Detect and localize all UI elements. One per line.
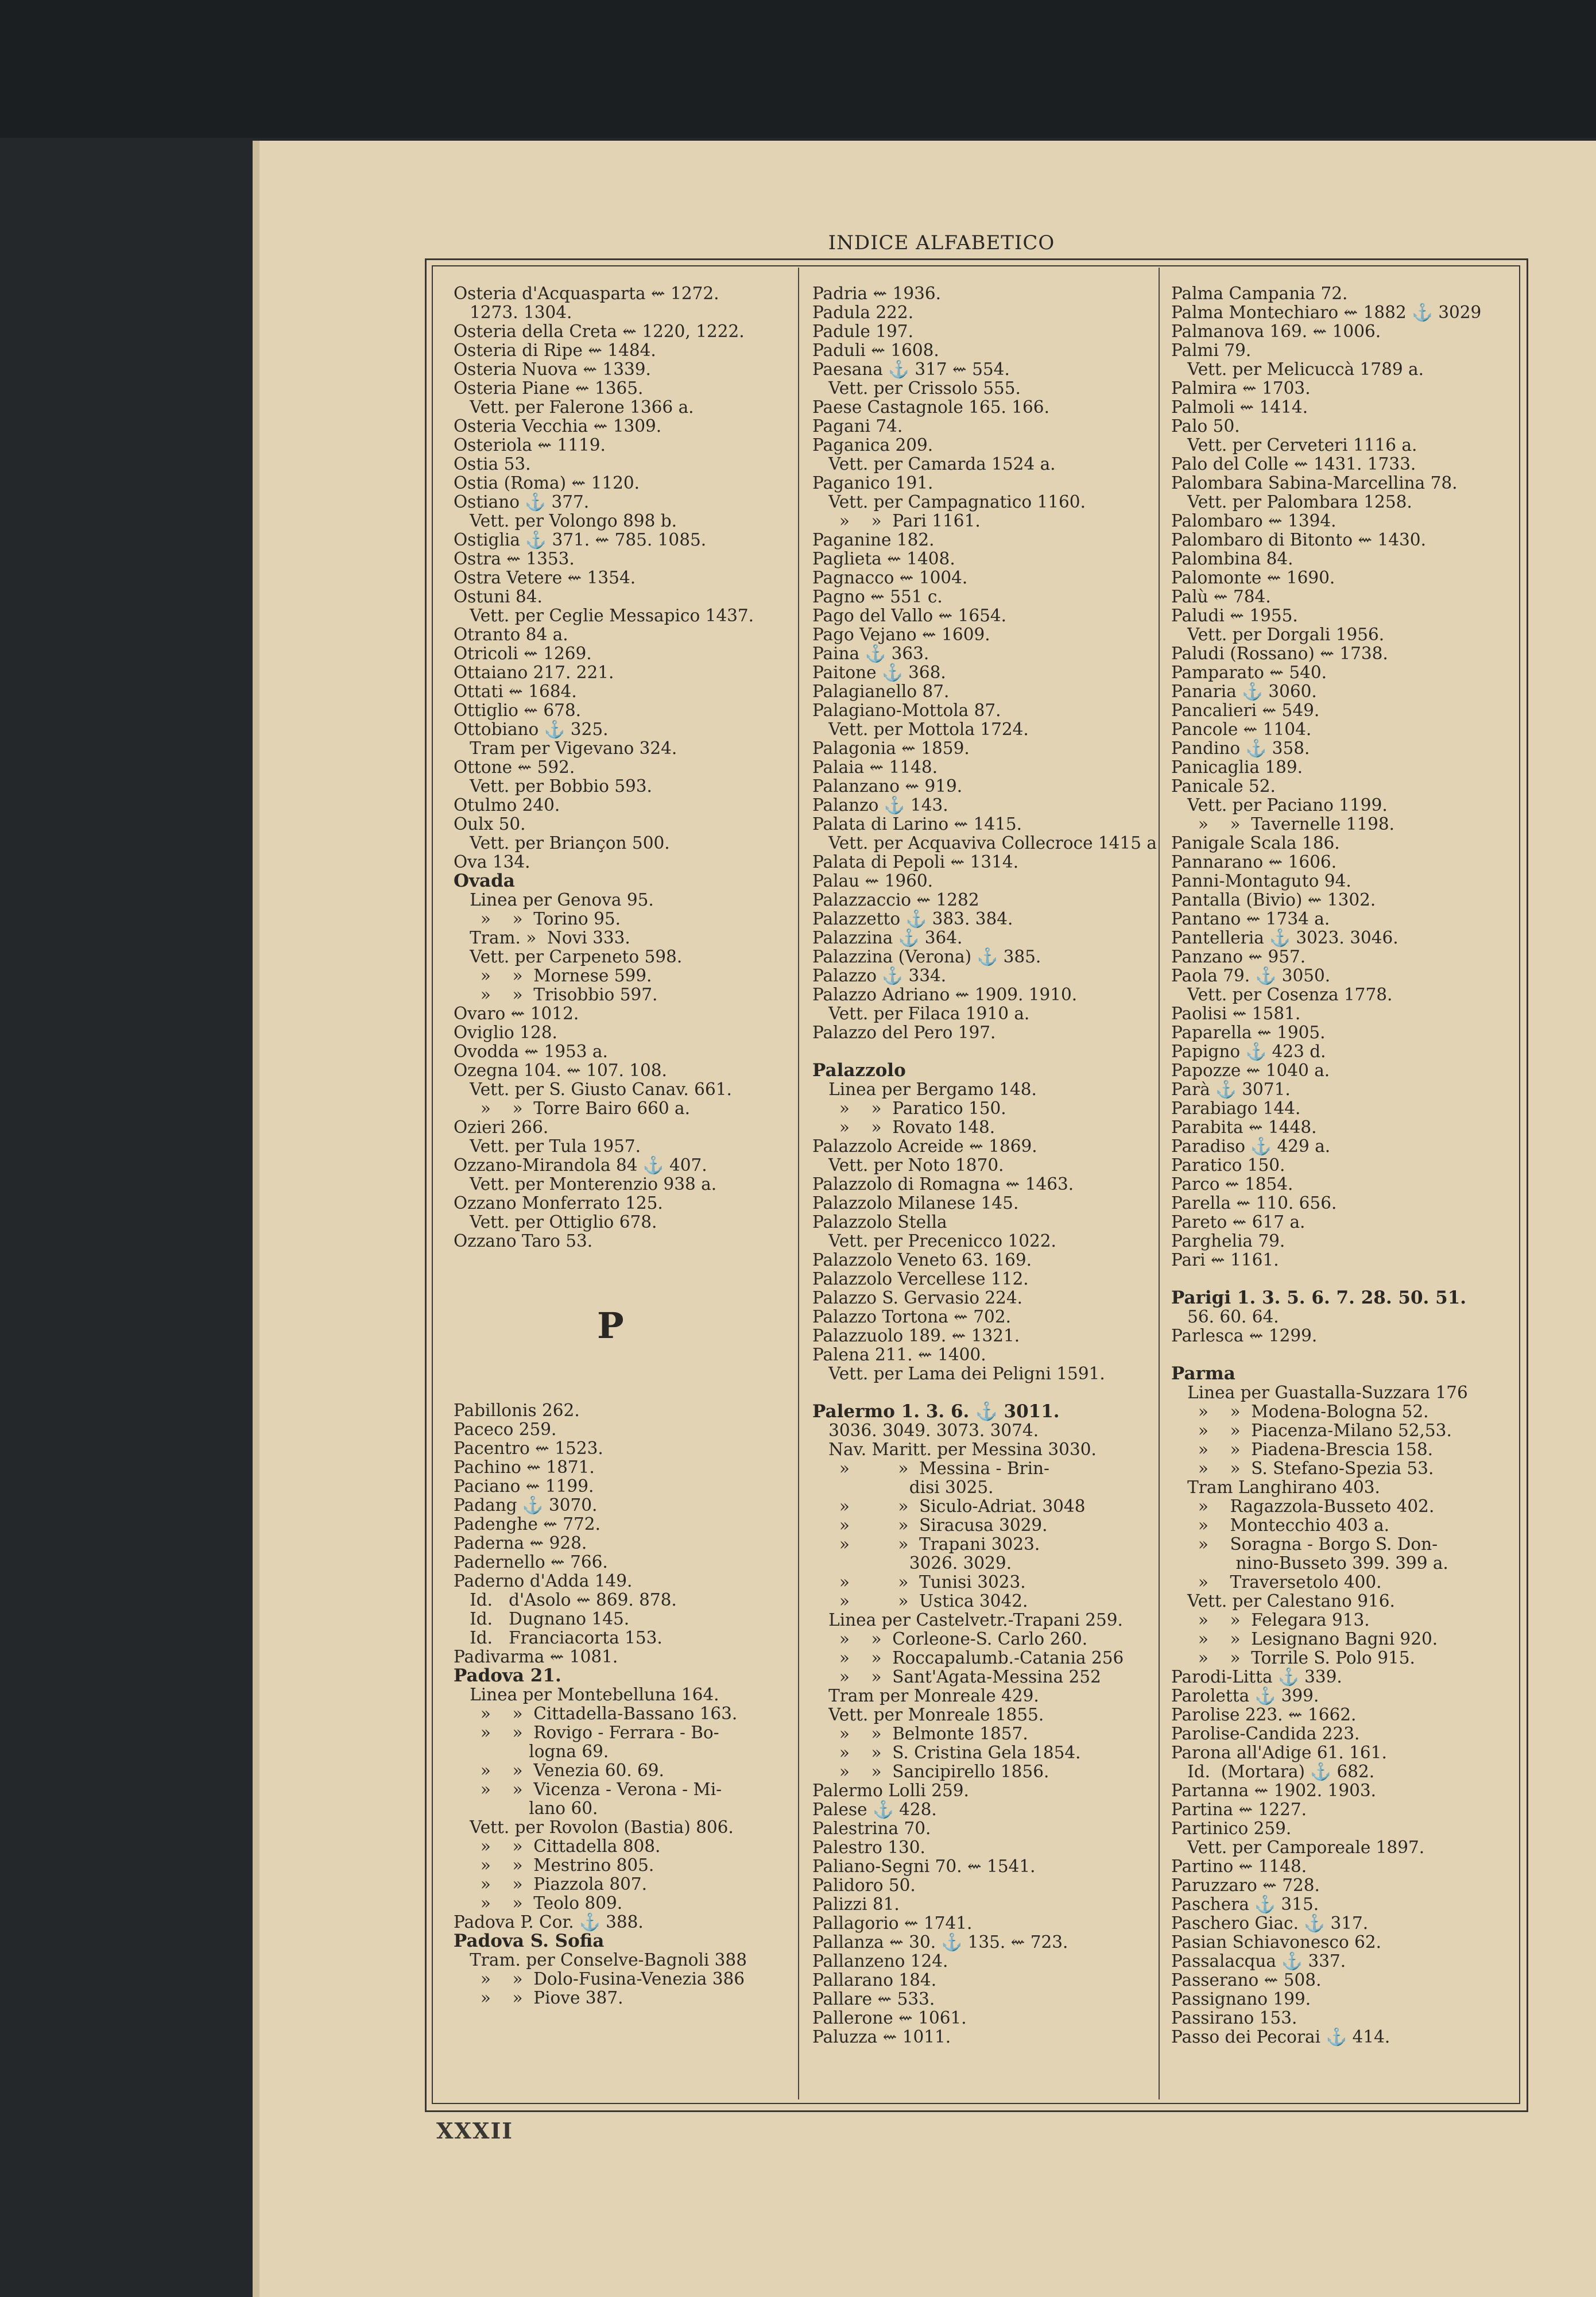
index-entry: » » Corleone-S. Carlo 260. xyxy=(812,1629,1088,1649)
index-entry: Palma Campania 72. xyxy=(1171,284,1348,303)
index-entry: Pallanzeno 124. xyxy=(812,1951,948,1971)
index-entry: » » Siracusa 3029. xyxy=(812,1515,1048,1535)
index-entry: Panicaglia 189. xyxy=(1171,757,1303,777)
index-entry: Parolise-Candida 223. xyxy=(1171,1724,1360,1743)
index-entry: Linea per Castelvetr.-Trapani 259. xyxy=(812,1610,1123,1630)
section-letter: P xyxy=(597,1305,624,1347)
index-entry: Pacentro ⇜ 1523. xyxy=(454,1438,603,1458)
index-entry: Vett. per Palombara 1258. xyxy=(1171,492,1412,512)
index-entry: Palestrina 70. xyxy=(812,1819,931,1838)
index-entry: Passo dei Pecorai ⚓ 414. xyxy=(1171,2027,1390,2047)
index-entry: Paola 79. ⚓ 3050. xyxy=(1171,966,1331,985)
index-entry: Vett. per Dorgali 1956. xyxy=(1171,625,1385,644)
index-entry: Palmira ⇜ 1703. xyxy=(1171,378,1311,398)
index-entry: Ottone ⇜ 592. xyxy=(454,757,575,777)
index-entry: » » Tavernelle 1198. xyxy=(1171,814,1395,834)
index-entry: Palata di Pepoli ⇜ 1314. xyxy=(812,852,1019,872)
index-entry: Padule 197. xyxy=(812,322,913,341)
index-entry: » » Felegara 913. xyxy=(1171,1610,1370,1630)
index-entry: Padula 222. xyxy=(812,303,914,322)
index-entry: Vett. per Bobbio 593. xyxy=(454,776,652,796)
index-entry: » » Paratico 150. xyxy=(812,1099,1006,1118)
index-entry: Oviglio 128. xyxy=(454,1023,557,1042)
index-entry: Vett. per Carpeneto 598. xyxy=(454,947,683,966)
index-heading: Parma xyxy=(1171,1363,1235,1384)
index-entry: Parabita ⇜ 1448. xyxy=(1171,1117,1317,1137)
index-entry: Pantalla (Bivio) ⇜ 1302. xyxy=(1171,890,1376,910)
index-entry: Ozieri 266. xyxy=(454,1117,549,1137)
index-entry: Partina ⇜ 1227. xyxy=(1171,1800,1307,1819)
index-entry: Partino ⇜ 1148. xyxy=(1171,1857,1307,1876)
index-entry: Tram Langhirano 403. xyxy=(1171,1478,1380,1497)
index-entry: » » Belmonte 1857. xyxy=(812,1724,1028,1743)
column-divider-1 xyxy=(798,268,799,2099)
index-entry: Palomonte ⇜ 1690. xyxy=(1171,568,1335,587)
index-entry: Linea per Bergamo 148. xyxy=(812,1080,1037,1099)
index-entry: Osteria della Creta ⇜ 1220, 1222. xyxy=(454,322,745,341)
index-entry: Parodi-Litta ⚓ 339. xyxy=(1171,1667,1342,1687)
index-entry: » » Mestrino 805. xyxy=(454,1855,654,1875)
index-entry: Vett. per Falerone 1366 a. xyxy=(454,397,694,417)
index-entry: » » Teolo 809. xyxy=(454,1893,623,1913)
index-entry: Linea per Genova 95. xyxy=(454,890,654,910)
index-entry: Pago Vejano ⇜ 1609. xyxy=(812,625,990,644)
index-entry: Palanzo ⚓ 143. xyxy=(812,795,948,815)
index-entry: Palermo Lolli 259. xyxy=(812,1781,969,1800)
index-entry: Vett. per Calestano 916. xyxy=(1171,1591,1395,1611)
index-entry: Vett. per Rovolon (Bastia) 806. xyxy=(454,1818,734,1837)
index-entry: » » Siculo-Adriat. 3048 xyxy=(812,1496,1086,1516)
index-entry: Palmanova 169. ⇜ 1006. xyxy=(1171,322,1381,341)
index-entry: Ozzano-Mirandola 84 ⚓ 407. xyxy=(454,1155,707,1175)
index-entry: nino-Busseto 399. 399 a. xyxy=(1171,1553,1448,1573)
index-heading: Ovada xyxy=(454,871,515,891)
index-entry: Palo 50. xyxy=(1171,416,1240,436)
index-entry: Vett. per Precenicco 1022. xyxy=(812,1231,1056,1251)
index-entry: Palombara Sabina-Marcellina 78. xyxy=(1171,473,1458,493)
index-entry xyxy=(454,1270,792,1289)
index-entry: Pagani 74. xyxy=(812,416,903,436)
index-entry: Paschero Giac. ⚓ 317. xyxy=(1171,1913,1369,1933)
index-entry: Palazzolo Acreide ⇜ 1869. xyxy=(812,1136,1037,1156)
index-entry: Paparella ⇜ 1905. xyxy=(1171,1023,1326,1042)
index-entry: Vett. per Filaca 1910 a. xyxy=(812,1004,1030,1023)
index-entry: Paliano-Segni 70. ⇜ 1541. xyxy=(812,1857,1036,1876)
index-entry: Vett. per Ceglie Messapico 1437. xyxy=(454,606,754,625)
index-entry: Palazzo Tortona ⇜ 702. xyxy=(812,1307,1011,1327)
index-entry: Palombina 84. xyxy=(1171,549,1293,569)
index-entry xyxy=(454,1363,792,1382)
index-entry: Vett. per Volongo 898 b. xyxy=(454,511,677,531)
column-divider-2 xyxy=(1159,268,1160,2099)
index-entry: Ovaro ⇜ 1012. xyxy=(454,1004,579,1023)
index-entry: Palazzolo Veneto 63. 169. xyxy=(812,1250,1032,1270)
index-entry: Palazzetto ⚓ 383. 384. xyxy=(812,909,1013,929)
index-entry: Vett. per Camarda 1524 a. xyxy=(812,454,1056,474)
index-entry: Ova 134. xyxy=(454,852,530,872)
index-entry: Pasian Schiavonesco 62. xyxy=(1171,1932,1381,1952)
index-entry: Passerano ⇜ 508. xyxy=(1171,1970,1322,1990)
index-entry: Padria ⇜ 1936. xyxy=(812,284,942,303)
index-entry: Partinico 259. xyxy=(1171,1819,1292,1838)
index-entry: » » Torrile S. Polo 915. xyxy=(1171,1648,1415,1668)
index-heading: Padova 21. xyxy=(454,1665,561,1686)
index-entry: Ozzano Monferrato 125. xyxy=(454,1193,663,1213)
index-entry: Osteria d'Acquasparta ⇜ 1272. xyxy=(454,284,719,303)
index-entry: Passalacqua ⚓ 337. xyxy=(1171,1951,1346,1971)
index-entry: Panni-Montaguto 94. xyxy=(1171,871,1351,891)
index-entry: » » Tunisi 3023. xyxy=(812,1572,1026,1592)
index-entry: Paglieta ⇜ 1408. xyxy=(812,549,955,569)
index-entry: Palombaro di Bitonto ⇜ 1430. xyxy=(1171,530,1426,550)
index-entry: Pallare ⇜ 533. xyxy=(812,1989,935,2009)
index-entry: Ostuni 84. xyxy=(454,587,543,606)
index-entry: Vett. per Monterenzio 938 a. xyxy=(454,1174,717,1194)
index-entry: » » Messina - Brin- xyxy=(812,1459,1049,1478)
index-entry: Paratico 150. xyxy=(1171,1155,1285,1175)
index-entry: Osteriola ⇜ 1119. xyxy=(454,435,606,455)
index-entry: Palombaro ⇜ 1394. xyxy=(1171,511,1337,531)
index-entry: Palata di Larino ⇜ 1415. xyxy=(812,814,1022,834)
index-entry: Paluzza ⇜ 1011. xyxy=(812,2027,951,2047)
index-entry: Pamparato ⇜ 540. xyxy=(1171,663,1327,682)
index-entry: » » Ustica 3042. xyxy=(812,1591,1028,1611)
index-entry: Nav. Maritt. per Messina 3030. xyxy=(812,1440,1097,1459)
index-entry: Vett. per Mottola 1724. xyxy=(812,720,1029,739)
index-entry: Parco ⇜ 1854. xyxy=(1171,1174,1293,1194)
index-entry: Osteria Vecchia ⇜ 1309. xyxy=(454,416,662,436)
index-entry: Vett. per Crissolo 555. xyxy=(812,378,1021,398)
index-entry: Pachino ⇜ 1871. xyxy=(454,1457,595,1477)
index-entry: Otulmo 240. xyxy=(454,795,560,815)
index-entry: Palazzolo Vercellese 112. xyxy=(812,1269,1029,1289)
index-entry: » » Dolo-Fusina-Venezia 386 xyxy=(454,1969,745,1989)
index-entry: Oulx 50. xyxy=(454,814,526,834)
index-entry: Padova P. Cor. ⚓ 388. xyxy=(454,1912,644,1932)
index-entry: Paciano ⇜ 1199. xyxy=(454,1476,594,1496)
index-entry: Palazzina (Verona) ⚓ 385. xyxy=(812,947,1041,966)
index-entry: Linea per Montebelluna 164. xyxy=(454,1685,719,1704)
index-entry: Pantano ⇜ 1734 a. xyxy=(1171,909,1330,929)
index-entry: Paese Castagnole 165. 166. xyxy=(812,397,1049,417)
index-entry: Panaria ⚓ 3060. xyxy=(1171,682,1317,701)
index-column-2 xyxy=(812,284,1157,2047)
index-entry: 3036. 3049. 3073. 3074. xyxy=(812,1421,1039,1440)
index-entry: Paroletta ⚓ 399. xyxy=(1171,1686,1319,1706)
index-entry: Panzano ⇜ 957. xyxy=(1171,947,1306,966)
index-entry: Vett. per Lama dei Peligni 1591. xyxy=(812,1364,1105,1383)
index-entry: Paina ⚓ 363. xyxy=(812,644,929,663)
index-entry: Vett. per Cosenza 1778. xyxy=(1171,985,1393,1004)
index-entry: Palmi 79. xyxy=(1171,341,1252,360)
index-entry: Palizzi 81. xyxy=(812,1894,900,1914)
index-entry: Palazzo Adriano ⇜ 1909. 1910. xyxy=(812,985,1078,1004)
index-entry: logna 69. xyxy=(454,1742,609,1761)
index-entry: Palo del Colle ⇜ 1431. 1733. xyxy=(1171,454,1416,474)
index-entry: Pancole ⇜ 1104. xyxy=(1171,720,1312,739)
index-entry xyxy=(812,1042,1154,1061)
index-entry: Pandino ⚓ 358. xyxy=(1171,738,1310,758)
index-entry: Pago del Vallo ⇜ 1654. xyxy=(812,606,1007,625)
index-entry: Paolisi ⇜ 1581. xyxy=(1171,1004,1301,1023)
index-column-3 xyxy=(1171,284,1516,2047)
index-entry: Otranto 84 a. xyxy=(454,625,568,644)
index-entry: Vett. per Paciano 1199. xyxy=(1171,795,1388,815)
index-entry: » » Mornese 599. xyxy=(454,966,652,985)
index-entry: Paduli ⇜ 1608. xyxy=(812,341,939,360)
index-entry: » » Roccapalumb.-Catania 256 xyxy=(812,1648,1124,1668)
index-entry: Ostra ⇜ 1353. xyxy=(454,549,575,569)
index-entry: Otricoli ⇜ 1269. xyxy=(454,644,592,663)
index-entry: Palena 211. ⇜ 1400. xyxy=(812,1345,986,1364)
index-entry: Partanna ⇜ 1902. 1903. xyxy=(1171,1781,1376,1800)
index-entry: » » Sancipirello 1856. xyxy=(812,1762,1049,1781)
index-entry: Padivarma ⇜ 1081. xyxy=(454,1647,618,1666)
index-entry: Palazzina ⚓ 364. xyxy=(812,928,963,948)
index-entry: Ottaiano 217. 221. xyxy=(454,663,614,682)
index-entry: Palazzo S. Gervasio 224. xyxy=(812,1288,1023,1308)
index-entry: Pareto ⇜ 617 a. xyxy=(1171,1212,1306,1232)
index-entry: Ostiglia ⚓ 371. ⇜ 785. 1085. xyxy=(454,530,707,550)
index-entry: Id. Franciacorta 153. xyxy=(454,1628,663,1648)
index-entry: Vett. per Noto 1870. xyxy=(812,1155,1004,1175)
index-entry: » » S. Cristina Gela 1854. xyxy=(812,1743,1081,1762)
index-entry: » » Piove 387. xyxy=(454,1988,623,2008)
index-entry: Palanzano ⇜ 919. xyxy=(812,776,963,796)
index-entry: Palazzolo Stella xyxy=(812,1212,947,1232)
index-entry: Palazzo del Pero 197. xyxy=(812,1023,996,1042)
index-entry: » Ragazzola-Busseto 402. xyxy=(1171,1496,1435,1516)
index-entry xyxy=(454,1251,792,1270)
index-entry: Id. d'Asolo ⇜ 869. 878. xyxy=(454,1590,677,1610)
index-entry: Paradiso ⚓ 429 a. xyxy=(1171,1136,1331,1156)
index-entry: Ostia (Roma) ⇜ 1120. xyxy=(454,473,640,493)
index-entry: » » Pari 1161. xyxy=(812,511,981,531)
index-entry: » » Lesignano Bagni 920. xyxy=(1171,1629,1438,1649)
index-entry: » » Cittadella 808. xyxy=(454,1836,661,1856)
index-entry: Padenghe ⇜ 772. xyxy=(454,1514,601,1534)
index-entry: Pantelleria ⚓ 3023. 3046. xyxy=(1171,928,1399,948)
index-entry: Vett. per Ottiglio 678. xyxy=(454,1212,657,1232)
index-entry: Tram. » Novi 333. xyxy=(454,928,630,948)
index-entry: Panicale 52. xyxy=(1171,776,1276,796)
index-entry: » » Torre Bairo 660 a. xyxy=(454,1099,691,1118)
index-entry: Ozzano Taro 53. xyxy=(454,1231,593,1251)
index-entry: » » Piacenza-Milano 52,53. xyxy=(1171,1421,1452,1440)
index-entry: Parlesca ⇜ 1299. xyxy=(1171,1326,1318,1345)
index-entry: Id. (Mortara) ⚓ 682. xyxy=(1171,1762,1375,1781)
index-entry: Palagonia ⇜ 1859. xyxy=(812,738,970,758)
index-entry: Pari ⇜ 1161. xyxy=(1171,1250,1279,1270)
index-entry: Passirano 153. xyxy=(1171,2008,1297,2028)
index-heading: Parigi 1. 3. 5. 6. 7. 28. 50. 51. xyxy=(1171,1287,1467,1308)
index-entry: Palidoro 50. xyxy=(812,1876,916,1895)
index-heading: Palazzolo xyxy=(812,1060,906,1081)
index-entry: Pagno ⇜ 551 c. xyxy=(812,587,943,606)
index-entry: » » Torino 95. xyxy=(454,909,621,929)
index-entry: Vett. per Acquaviva Collecroce 1415 a xyxy=(812,833,1157,853)
index-entry: » » Sant'Agata-Messina 252 xyxy=(812,1667,1101,1687)
index-entry: Paschera ⚓ 315. xyxy=(1171,1894,1319,1914)
index-entry: Parabiago 144. xyxy=(1171,1099,1301,1118)
index-entry: Paesana ⚓ 317 ⇜ 554. xyxy=(812,359,1010,379)
index-entry: Pancalieri ⇜ 549. xyxy=(1171,701,1320,720)
index-entry: Passignano 199. xyxy=(1171,1989,1311,2009)
index-entry: 1273. 1304. xyxy=(454,303,572,322)
page-edge xyxy=(253,141,259,2297)
index-entry: Palagiano-Mottola 87. xyxy=(812,701,1001,720)
index-entry: Pabillonis 262. xyxy=(454,1401,580,1420)
index-entry: Vett. per Campagnatico 1160. xyxy=(812,492,1086,512)
index-entry: Palaia ⇜ 1148. xyxy=(812,757,938,777)
index-entry: Ottiglio ⇜ 678. xyxy=(454,701,581,720)
index-heading: Palermo 1. 3. 6. ⚓ 3011. xyxy=(812,1401,1060,1422)
index-entry: Osteria di Ripe ⇜ 1484. xyxy=(454,341,656,360)
index-entry: » » S. Stefano-Spezia 53. xyxy=(1171,1459,1434,1478)
index-entry: Vett. per S. Giusto Canav. 661. xyxy=(454,1080,732,1099)
index-entry: Ovodda ⇜ 1953 a. xyxy=(454,1042,608,1061)
dark-background xyxy=(0,0,1596,138)
index-entry: Panigale Scala 186. xyxy=(1171,833,1340,853)
index-entry: Linea per Guastalla-Suzzara 176 xyxy=(1171,1383,1468,1402)
index-entry: » » Piadena-Brescia 158. xyxy=(1171,1440,1433,1459)
index-entry: » » Piazzola 807. xyxy=(454,1874,648,1894)
index-entry: Tram per Monreale 429. xyxy=(812,1686,1039,1706)
index-entry: Vett. per Melicuccà 1789 a. xyxy=(1171,359,1424,379)
index-entry: » » Rovato 148. xyxy=(812,1117,995,1137)
index-entry: » Soragna - Borgo S. Don- xyxy=(1171,1534,1438,1554)
index-entry: Paruzzaro ⇜ 728. xyxy=(1171,1876,1320,1895)
index-entry: Paganico 191. xyxy=(812,473,933,493)
index-entry: » » Venezia 60. 69. xyxy=(454,1761,664,1780)
index-entry: » Traversetolo 400. xyxy=(1171,1572,1382,1592)
index-entry: disi 3025. xyxy=(812,1478,994,1497)
index-entry: Parella ⇜ 110. 656. xyxy=(1171,1193,1337,1213)
index-entry: Ottobiano ⚓ 325. xyxy=(454,720,609,739)
index-entry: Palù ⇜ 784. xyxy=(1171,587,1271,606)
index-heading: Padova S. Sofia xyxy=(454,1931,605,1951)
index-entry: lano 60. xyxy=(454,1799,598,1818)
index-entry: Vett. per Camporeale 1897. xyxy=(1171,1838,1425,1857)
index-entry: Palma Montechiaro ⇜ 1882 ⚓ 3029 xyxy=(1171,303,1482,322)
index-entry: Vett. per Cerveteri 1116 a. xyxy=(1171,435,1417,455)
index-entry: Palazzolo di Romagna ⇜ 1463. xyxy=(812,1174,1074,1194)
index-entry: Paganine 182. xyxy=(812,530,935,550)
index-entry: Pannarano ⇜ 1606. xyxy=(1171,852,1337,872)
index-entry: » » Trapani 3023. xyxy=(812,1534,1040,1554)
index-entry xyxy=(812,1383,1154,1402)
index-entry: Id. Dugnano 145. xyxy=(454,1609,630,1629)
index-entry: Osteria Piane ⇜ 1365. xyxy=(454,378,644,398)
index-entry: Pallarano 184. xyxy=(812,1970,937,1990)
page-number: XXXII xyxy=(436,2118,514,2144)
index-entry: Ostiano ⚓ 377. xyxy=(454,492,590,512)
index-entry: Papigno ⚓ 423 d. xyxy=(1171,1042,1326,1061)
index-entry xyxy=(1171,1345,1516,1364)
index-entry: » » Trisobbio 597. xyxy=(454,985,658,1004)
page-header: INDICE ALFABETICO xyxy=(828,231,1055,254)
index-entry: Palazzuolo 189. ⇜ 1321. xyxy=(812,1326,1020,1345)
index-entry xyxy=(1171,1270,1516,1289)
index-entry: Parà ⚓ 3071. xyxy=(1171,1080,1291,1099)
index-entry: Paitone ⚓ 368. xyxy=(812,663,946,682)
index-column-1 xyxy=(454,284,792,2008)
index-entry: Osteria Nuova ⇜ 1339. xyxy=(454,359,651,379)
index-entry: » » Cittadella-Bassano 163. xyxy=(454,1704,738,1723)
index-entry: » » Modena-Bologna 52. xyxy=(1171,1402,1429,1421)
index-entry: Paderna ⇜ 928. xyxy=(454,1533,587,1553)
index-entry xyxy=(454,1382,792,1401)
index-entry: Paludi ⇜ 1955. xyxy=(1171,606,1298,625)
index-entry: » Montecchio 403 a. xyxy=(1171,1515,1389,1535)
index-entry: Ostia 53. xyxy=(454,454,531,474)
index-entry: Pallagorio ⇜ 1741. xyxy=(812,1913,973,1933)
index-entry: Ozegna 104. ⇜ 107. 108. xyxy=(454,1061,667,1080)
index-entry: Palagianello 87. xyxy=(812,682,950,701)
index-entry: Ottati ⇜ 1684. xyxy=(454,682,577,701)
index-entry: Vett. per Tula 1957. xyxy=(454,1136,641,1156)
index-entry: Palau ⇜ 1960. xyxy=(812,871,933,891)
index-entry: Parolise 223. ⇜ 1662. xyxy=(1171,1705,1357,1724)
index-entry: » » Rovigo - Ferrara - Bo- xyxy=(454,1723,719,1742)
index-entry: » » Vicenza - Verona - Mi- xyxy=(454,1780,722,1799)
index-entry: 3026. 3029. xyxy=(812,1553,1012,1573)
index-entry: Padernello ⇜ 766. xyxy=(454,1552,608,1572)
index-entry: Ostra Vetere ⇜ 1354. xyxy=(454,568,636,587)
index-entry: Paceco 259. xyxy=(454,1420,557,1439)
index-entry: Palestro 130. xyxy=(812,1838,925,1857)
index-entry: Paludi (Rossano) ⇜ 1738. xyxy=(1171,644,1388,663)
index-entry: Paganica 209. xyxy=(812,435,933,455)
index-entry: Vett. per Briançon 500. xyxy=(454,833,670,853)
index-entry: Palazzolo Milanese 145. xyxy=(812,1193,1019,1213)
index-entry: Palese ⚓ 428. xyxy=(812,1800,937,1819)
index-entry: Palazzaccio ⇜ 1282 xyxy=(812,890,979,910)
index-entry: Papozze ⇜ 1040 a. xyxy=(1171,1061,1330,1080)
index-entry: Vett. per Monreale 1855. xyxy=(812,1705,1044,1724)
index-entry: Pagnacco ⇜ 1004. xyxy=(812,568,968,587)
index-entry: Pallerone ⇜ 1061. xyxy=(812,2008,967,2028)
index-entry: Parona all'Adige 61. 161. xyxy=(1171,1743,1387,1762)
index-entry: Parghelia 79. xyxy=(1171,1231,1285,1251)
index-entry: Palazzo ⚓ 334. xyxy=(812,966,947,985)
index-entry: Tram. per Conselve-Bagnoli 388 xyxy=(454,1950,747,1970)
index-entry: Tram per Vigevano 324. xyxy=(454,738,677,758)
index-entry: Palmoli ⇜ 1414. xyxy=(1171,397,1308,417)
index-entry: Pallanza ⇜ 30. ⚓ 135. ⇜ 723. xyxy=(812,1932,1068,1952)
index-entry: Paderno d'Adda 149. xyxy=(454,1571,633,1591)
index-entry: 56. 60. 64. xyxy=(1171,1307,1279,1327)
index-entry: Padang ⚓ 3070. xyxy=(454,1495,598,1515)
